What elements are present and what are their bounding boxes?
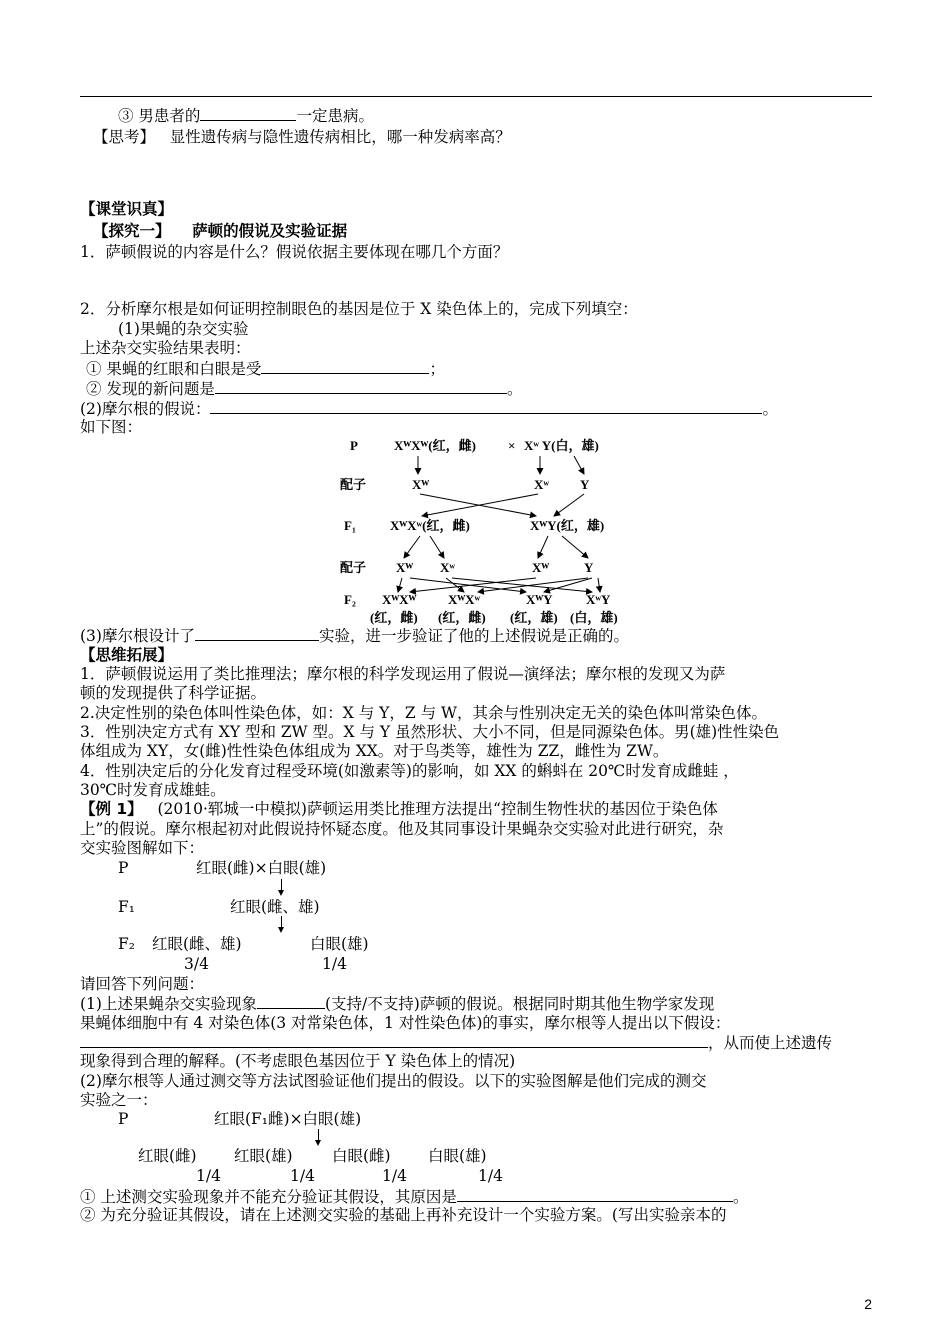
example-sub1-tail: 。 xyxy=(732,1188,749,1206)
testcross-ratio-2: 1/4 xyxy=(290,1167,315,1185)
example-line-3: 交实验图解如下： xyxy=(80,839,205,857)
example-q1-line-3 xyxy=(80,1033,832,1052)
example-f2-white: 白眼(雄) xyxy=(310,935,369,953)
question-2: 2．分析摩尔根是如何证明控制眼色的基因是位于 X 染色体上的，完成下列填空： xyxy=(80,300,638,318)
item-3-text: ③ 男患者的 xyxy=(118,107,201,125)
diagram-cross: × xyxy=(508,438,516,453)
example-sub1-line xyxy=(80,1187,748,1206)
example-f1-text: 红眼(雌、雄) xyxy=(230,898,320,916)
header-rule xyxy=(80,96,872,97)
testcross-p-cross: 红眼(F₁雌)×白眼(雄) xyxy=(214,1110,362,1128)
fill-blank[interactable] xyxy=(210,399,762,414)
diagram-p-female: XᵂXᵂ(红，雌) xyxy=(394,438,476,453)
item-3-tail: 一定患病。 xyxy=(296,107,374,125)
diagram-f2-genotype-1: XᵂXᵂ xyxy=(382,592,417,607)
diagram-gamete-3: Y xyxy=(580,477,590,492)
example-f2-red-ratio: 3/4 xyxy=(184,955,209,973)
result-a-tail: ； xyxy=(429,360,445,378)
section-title: 【课堂识真】 xyxy=(80,200,174,218)
result-intro: 上述杂交实验结果表明： xyxy=(80,339,251,357)
example-q1-line-1 xyxy=(80,994,714,1013)
hypothesis-tail: 。 xyxy=(762,400,778,418)
answer-prompt: 请回答下列问题： xyxy=(80,975,205,993)
diagram-f2-genotype-4: XʷY xyxy=(586,592,611,607)
fill-blank[interactable] xyxy=(80,1033,708,1048)
fill-blank[interactable] xyxy=(200,106,296,121)
example-q2-line-1: (2)摩尔根等人通过测交等方法试图验证他们提出的假设。以下的实验图解是他们完成的测交 xyxy=(80,1072,707,1090)
testcross-ratio-3: 1/4 xyxy=(382,1167,407,1185)
expand-heading: 【思维拓展】 xyxy=(80,646,174,664)
diagram-p-male: Xʷ Y(白，雄) xyxy=(524,438,599,453)
cross-diagram xyxy=(330,432,630,628)
testcross-offspring-2: 红眼(雄) xyxy=(234,1147,293,1165)
example-q1-tail: (支持/不支持)萨顿的假说。根据同时期其他生物学家发现 xyxy=(324,995,715,1013)
expand-line-5: 体组成为 XY，女(雌)性性染色体组成为 XX。对于鸟类等，雄性为 ZZ，雌性为 ZW。 xyxy=(80,742,669,760)
page-number: 2 xyxy=(864,1296,872,1312)
example-sub1-text: ① 上述测交实验现象并不能充分验证其假设，其原因是 xyxy=(80,1188,457,1206)
fill-blank[interactable] xyxy=(457,1187,733,1202)
diagram-gamete2-2: Xʷ xyxy=(440,560,456,575)
expand-line-3: 2.决定性别的染色体叫性染色体，如：X 与 Y，Z 与 W，其余与性别决定无关的染色体叫常染色体。 xyxy=(80,704,767,722)
explore-heading xyxy=(93,222,347,240)
testcross-offspring-4: 白眼(雄) xyxy=(428,1147,487,1165)
example-q2-line-2: 实验之一： xyxy=(80,1091,158,1109)
diagram-f2-phenotype-1: (红，雌) xyxy=(370,610,418,625)
example-line-2: 上”的假说。摩尔根起初对此假说持怀疑态度。他及其同事设计果蝇杂交实验对此进行研究，杂 xyxy=(80,820,724,838)
question-2-part-1: (1)果蝇的杂交实验 xyxy=(118,320,249,338)
diagram-gamete-2: Xʷ xyxy=(534,477,550,492)
diagram-f2-genotype-2: XᵂXʷ xyxy=(448,592,481,607)
testcross-design-line xyxy=(80,626,629,645)
diagram-f2-phenotype-3: (红，雄) xyxy=(510,610,558,625)
explore-label: 【探究一】 xyxy=(93,222,171,240)
example-label: 【例 1】 xyxy=(80,800,143,818)
diagram-gamete-label: 配子 xyxy=(340,477,367,492)
example-f2-red: 红眼(雌、雄) xyxy=(152,935,242,953)
diagram-f2-phenotype-4: (白，雄) xyxy=(570,610,618,625)
diagram-f2-phenotype-2: (红，雌) xyxy=(438,610,486,625)
example-p-cross: 红眼(雌)×白眼(雄) xyxy=(196,859,327,877)
diagram-f2-genotype-3: XᵂY xyxy=(526,592,553,607)
example-f2-white-ratio: 1/4 xyxy=(322,955,347,973)
example-q1-line-4: 现象得到合理的解释。(不考虑眼色基因位于 Y 染色体上的情况) xyxy=(80,1052,516,1070)
result-a-line xyxy=(86,359,445,378)
hypothesis-line xyxy=(80,399,778,418)
arrow-down-icon xyxy=(318,1129,319,1141)
example-text-1: (2010·郓城一中模拟)萨顿运用类比推理方法提出“控制生物性状的基因位于染色体 xyxy=(157,800,718,818)
fill-blank[interactable] xyxy=(257,994,325,1009)
design-tail: 实验，进一步验证了他的上述假说是正确的。 xyxy=(318,627,629,645)
diagram-gamete2-1: Xᵂ xyxy=(396,560,414,575)
think-text: 显性遗传病与隐性遗传病相比，哪一种发病率高？ xyxy=(169,128,511,146)
think-line xyxy=(93,128,511,146)
hypothesis-text: (2)摩尔根的假说： xyxy=(80,400,211,418)
diagram-gamete-1: Xᵂ xyxy=(412,477,430,492)
expand-line-6: 4．性别决定后的分化发育过程受环境(如激素等)的影响，如 XX 的蝌蚪在 20℃时发育成雌蛙 ， xyxy=(80,762,739,780)
expand-line-1: 1．萨顿假说运用了类比推理法；摩尔根的科学发现运用了假说—演绎法；摩尔根的发现又为萨 xyxy=(80,665,726,683)
testcross-offspring-3: 白眼(雌) xyxy=(332,1147,391,1165)
result-b-line xyxy=(86,379,522,398)
diagram-f2-label: F₂ xyxy=(344,592,356,607)
example-f2-label: F₂ xyxy=(118,935,135,953)
example-line-1 xyxy=(80,800,718,818)
think-label: 【思考】 xyxy=(93,128,156,146)
testcross-offspring-1: 红眼(雌) xyxy=(138,1147,197,1165)
diagram-gamete2-3: Xᵂ xyxy=(532,560,550,575)
example-f1-label: F₁ xyxy=(118,898,135,916)
example-q1-line-2: 果蝇体细胞中有 4 对染色体(3 对常染色体，1 对性染色体)的事实，摩尔根等人提出以下假设： xyxy=(80,1014,731,1032)
example-p-label: P xyxy=(118,859,129,877)
fill-blank[interactable] xyxy=(215,379,507,394)
diagram-f1-male: XᵂY(红，雄) xyxy=(530,518,605,533)
example-sub2-line: ② 为充分验证其假设，请在上述测交实验的基础上再补充设计一个实验方案。(写出实验亲本的 xyxy=(80,1206,727,1224)
diagram-gamete2-4: Y xyxy=(584,560,594,575)
fill-blank[interactable] xyxy=(195,626,319,641)
diagram-p-label: P xyxy=(350,438,358,453)
item-3-line xyxy=(118,106,374,125)
example-q1-text: (1)上述果蝇杂交实验现象 xyxy=(80,995,257,1013)
fill-blank[interactable] xyxy=(261,359,429,374)
expand-line-4: 3．性别决定方式有 XY 型和 ZW 型。X 与 Y 虽然形状、大小不同，但是同源染色体。男(雄)性性染色 xyxy=(80,723,780,741)
example-q1-line-3-tail: ，从而使上述遗传 xyxy=(708,1034,833,1052)
testcross-p-label: P xyxy=(118,1110,129,1128)
figure-intro: 如下图： xyxy=(80,418,143,436)
result-b-text: ② 发现的新问题是 xyxy=(86,380,215,398)
question-1: 1．萨顿假说的内容是什么？假说依据主要体现在哪几个方面？ xyxy=(80,243,509,261)
expand-line-7: 30℃时发育成雄蛙。 xyxy=(80,781,226,799)
result-a-text: ① 果蝇的红眼和白眼是受 xyxy=(86,360,262,378)
diagram-f1-female: XᵂXʷ(红，雌) xyxy=(390,518,470,533)
design-text: (3)摩尔根设计了 xyxy=(80,627,195,645)
testcross-ratio-1: 1/4 xyxy=(196,1167,221,1185)
testcross-ratio-4: 1/4 xyxy=(478,1167,503,1185)
expand-line-2: 顿的发现提供了科学证据。 xyxy=(80,684,267,702)
result-b-tail: 。 xyxy=(506,380,523,398)
arrow-down-icon xyxy=(281,879,282,891)
explore-title: 萨顿的假说及实验证据 xyxy=(192,222,348,240)
arrow-down-icon xyxy=(281,916,282,928)
diagram-f1-label: F₁ xyxy=(344,518,356,533)
diagram-gamete2-label: 配子 xyxy=(340,560,367,575)
